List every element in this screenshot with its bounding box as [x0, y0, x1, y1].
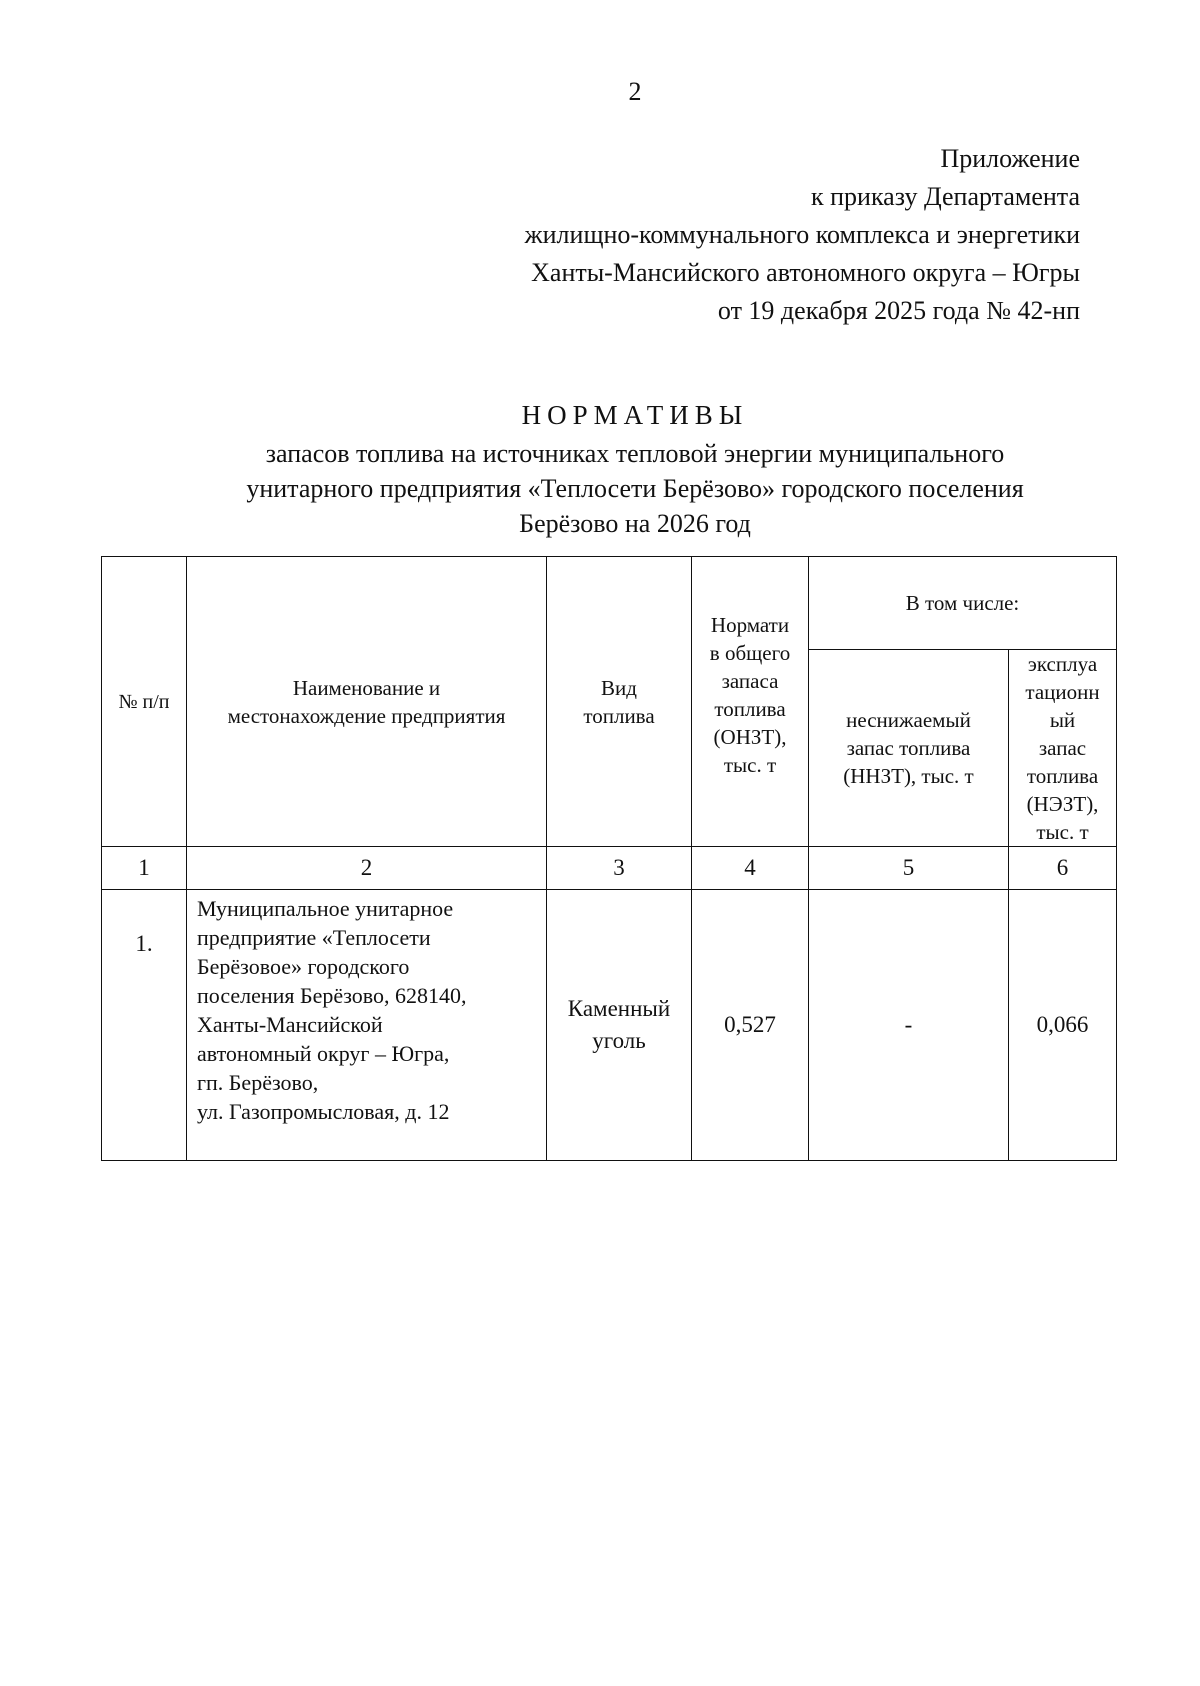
column-number: 6 — [1009, 847, 1117, 890]
appendix-line: Ханты-Мансийского автономного округа – Югры — [531, 258, 1080, 287]
header-nezt-line: тационн — [1025, 680, 1100, 704]
nnzt-value: - — [809, 890, 1009, 1161]
header-onzt-line: запаса — [721, 669, 779, 693]
header-nezt-line: топлива — [1026, 764, 1099, 788]
enterprise-name-cell — [187, 890, 547, 1161]
fuel-type-line: уголь — [592, 1028, 646, 1053]
column-number: 5 — [809, 847, 1009, 890]
enterprise-name-line: Муниципальное унитарное — [197, 896, 454, 921]
header-name-line: местонахождение предприятия — [227, 703, 506, 728]
enterprise-name-line: гп. Берёзово, — [197, 1070, 319, 1095]
fuel-norms-table — [101, 556, 1117, 1161]
appendix-line: к приказу Департамента — [810, 182, 1080, 211]
column-number: 2 — [187, 847, 547, 890]
appendix-line: жилищно-коммунального комплекса и энергетики — [524, 220, 1080, 249]
header-nezt-line: (НЭЗТ), — [1026, 792, 1099, 816]
header-nezt-line: эксплуа — [1027, 652, 1098, 676]
header-nezt-line: тыс. т — [1036, 820, 1089, 844]
column-number: 1 — [102, 847, 187, 890]
column-number-row — [102, 847, 1117, 890]
enterprise-name-line: предприятие «Теплосети — [197, 925, 431, 950]
page-number: 2 — [628, 77, 642, 106]
document-title: НОРМАТИВЫ — [521, 400, 749, 430]
subtitle-line: запасов топлива на источниках тепловой энергии муниципального — [265, 439, 1005, 468]
subtitle-line: унитарного предприятия «Теплосети Берёзово» городского поселения — [246, 474, 1024, 503]
table-header-row — [102, 557, 1117, 650]
header-including: В том числе: — [809, 557, 1117, 650]
header-nezt — [1009, 650, 1117, 847]
appendix-line: от 19 декабря 2025 года № 42-нп — [717, 296, 1080, 325]
header-no: № п/п — [102, 557, 187, 847]
appendix-line: Приложение — [940, 144, 1080, 173]
header-nezt-line: запас — [1038, 736, 1087, 760]
column-number: 3 — [547, 847, 692, 890]
fuel-type-line: Каменный — [567, 996, 671, 1021]
header-nnzt-line: (ННЗТ), тыс. т — [843, 764, 974, 788]
fuel-type-cell — [547, 890, 692, 1161]
header-onzt-line: топлива — [714, 697, 786, 721]
onzt-value: 0,527 — [692, 890, 809, 1161]
enterprise-name-line: Ханты-Мансийской — [197, 1012, 383, 1037]
enterprise-name-line: Берёзовое» городского — [197, 954, 410, 979]
row-number: 1. — [102, 890, 187, 1161]
header-nnzt-line: запас топлива — [846, 736, 971, 760]
header-fuel-line: Вид — [601, 675, 637, 700]
column-number: 4 — [692, 847, 809, 890]
header-onzt-line: Нормати — [710, 613, 790, 637]
header-nnzt — [809, 650, 1009, 847]
table-row — [102, 890, 1117, 1161]
header-nnzt-line: неснижаемый — [846, 708, 971, 732]
header-name-line: Наименование и — [292, 675, 441, 700]
header-fuel-line: топлива — [583, 703, 655, 728]
header-onzt-line: (ОНЗТ), — [713, 725, 787, 749]
header-onzt-line: в общего — [709, 641, 791, 665]
header-onzt — [692, 557, 809, 847]
document-subtitle — [150, 436, 1120, 541]
header-nezt-line: ый — [1049, 708, 1076, 732]
enterprise-name-line: автономный округ – Югра, — [197, 1041, 450, 1066]
header-onzt-line: тыс. т — [723, 753, 777, 777]
nezt-value: 0,066 — [1009, 890, 1117, 1161]
subtitle-line: Берёзово на 2026 год — [519, 509, 751, 538]
enterprise-name-line: поселения Берёзово, 628140, — [197, 983, 467, 1008]
header-name — [187, 557, 547, 847]
enterprise-name-line: ул. Газопромысловая, д. 12 — [197, 1099, 450, 1124]
header-fuel — [547, 557, 692, 847]
appendix-block — [525, 140, 1080, 330]
